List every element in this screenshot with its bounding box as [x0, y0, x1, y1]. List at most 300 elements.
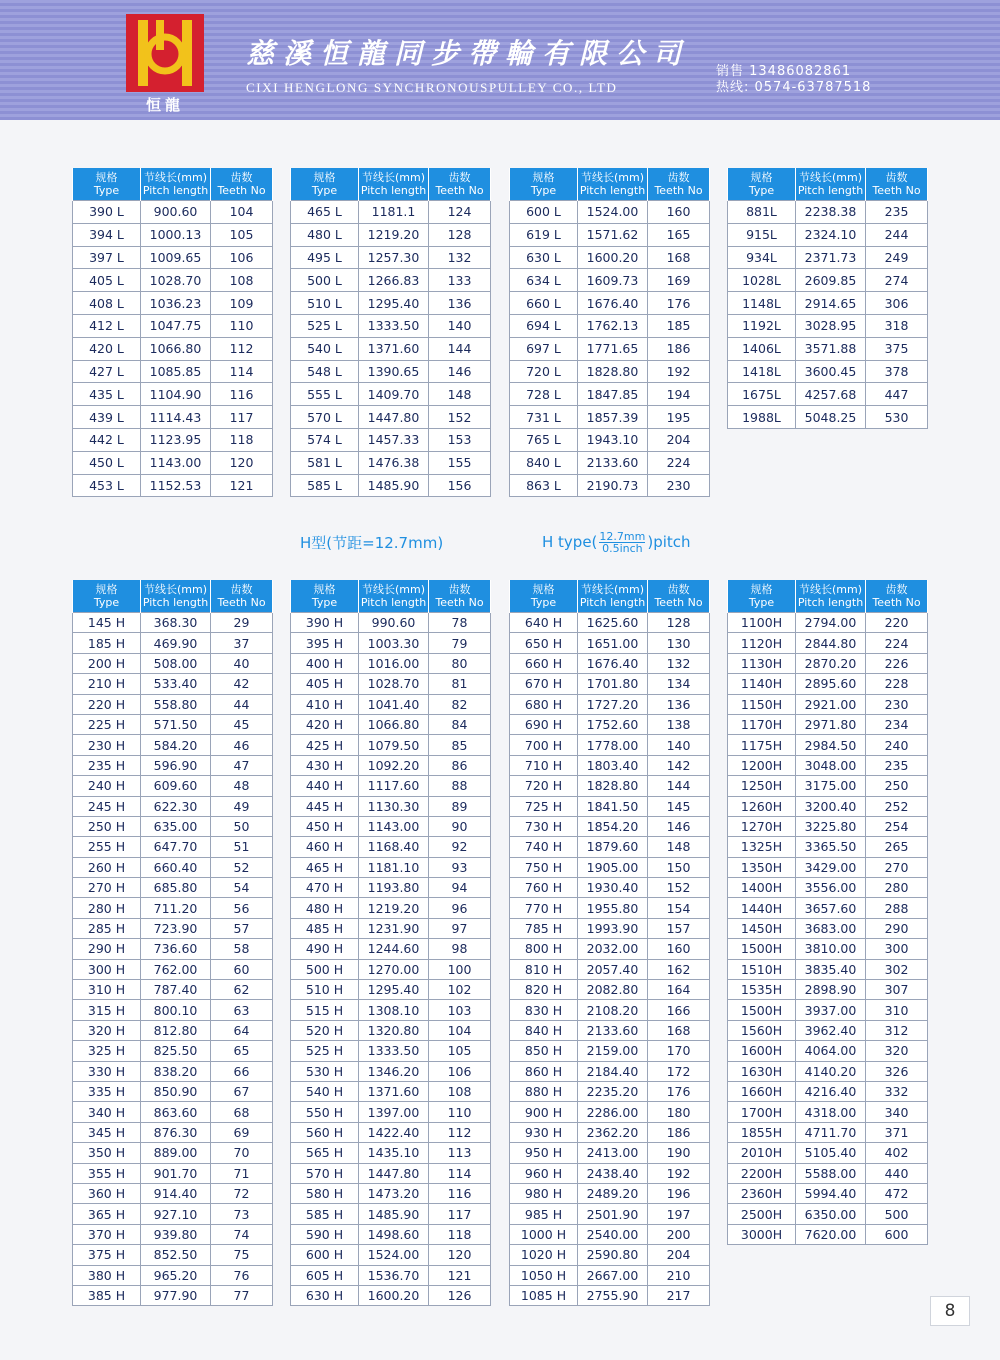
type-cell: 2500H [728, 1204, 796, 1224]
pitch-length-cell: 647.70 [141, 837, 211, 857]
type-header [728, 168, 796, 201]
teeth-no-cell: 73 [211, 1204, 273, 1224]
type-cell: 800 H [510, 939, 578, 959]
teeth-no-cell: 144 [648, 776, 710, 796]
table-row [728, 337, 928, 360]
table-row [728, 878, 928, 898]
table-row [291, 796, 491, 816]
pitch-length-cell: 800.10 [141, 1000, 211, 1020]
teeth-no-cell: 128 [429, 223, 491, 246]
teeth-no-cell: 124 [429, 201, 491, 224]
table-row [728, 633, 928, 653]
teeth-no-cell: 140 [429, 314, 491, 337]
teeth-no-cell: 197 [648, 1204, 710, 1224]
type-cell: 881L [728, 201, 796, 224]
pitch-length-cell: 1181.10 [359, 857, 429, 877]
table-row [291, 406, 491, 429]
type-cell: 1170H [728, 714, 796, 734]
teeth-no-cell: 220 [866, 613, 928, 633]
h-tables-1 [72, 580, 273, 1306]
pitch-length-cell: 1003.30 [359, 633, 429, 653]
pitch-length-header-en: Pitch length [797, 596, 864, 609]
teeth-no-cell: 100 [429, 959, 491, 979]
pitch-length-cell: 2438.40 [578, 1163, 648, 1183]
teeth-no-header-cn: 齿数 [885, 583, 908, 596]
pitch-length-cell: 2324.10 [796, 223, 866, 246]
table-row [510, 314, 710, 337]
teeth-no-cell: 326 [866, 1061, 928, 1081]
type-cell: 1085 H [510, 1285, 578, 1305]
table-row [73, 1020, 273, 1040]
pitch-length-cell: 2235.20 [578, 1081, 648, 1101]
pitch-length-header [141, 168, 211, 201]
pitch-length-cell: 2971.80 [796, 714, 866, 734]
teeth-no-cell: 47 [211, 755, 273, 775]
pitch-fraction [599, 531, 645, 554]
pitch-length-cell: 1085.85 [141, 360, 211, 383]
table-header-row [510, 580, 710, 613]
pitch-length-cell: 2082.80 [578, 980, 648, 1000]
type-cell: 1050 H [510, 1265, 578, 1285]
type-cell: 394 L [73, 223, 141, 246]
pitch-length-cell: 1771.65 [578, 337, 648, 360]
page-number: 8 [930, 1296, 970, 1326]
type-cell: 1855H [728, 1122, 796, 1142]
teeth-no-cell: 472 [866, 1183, 928, 1203]
pitch-length-cell: 2032.00 [578, 939, 648, 959]
pitch-length-cell: 1219.20 [359, 898, 429, 918]
type-cell: 670 H [510, 674, 578, 694]
table-row [728, 1102, 928, 1122]
type-cell: 485 H [291, 918, 359, 938]
teeth-no-cell: 97 [429, 918, 491, 938]
pitch-length-cell: 1447.80 [359, 406, 429, 429]
pitch-length-cell: 1152.53 [141, 474, 211, 497]
type-header [291, 168, 359, 201]
type-header [510, 580, 578, 613]
type-header-en: Type [311, 596, 338, 609]
teeth-no-cell: 120 [429, 1245, 491, 1265]
pitch-length-cell: 990.60 [359, 613, 429, 633]
type-cell: 235 H [73, 755, 141, 775]
pitch-length-cell: 1066.80 [141, 337, 211, 360]
teeth-no-cell: 185 [648, 314, 710, 337]
type-cell: 950 H [510, 1143, 578, 1163]
teeth-no-cell: 157 [648, 918, 710, 938]
teeth-no-cell: 224 [648, 451, 710, 474]
table-row [291, 223, 491, 246]
pitch-length-header [359, 580, 429, 613]
type-cell: 915L [728, 223, 796, 246]
type-header-en: Type [530, 184, 557, 197]
teeth-no-cell: 105 [211, 223, 273, 246]
table-row [510, 1285, 710, 1305]
table-row [73, 314, 273, 337]
type-cell: 435 L [73, 383, 141, 406]
pitch-length-cell: 1079.50 [359, 735, 429, 755]
teeth-no-cell: 265 [866, 837, 928, 857]
teeth-no-cell: 194 [648, 383, 710, 406]
type-cell: 3000H [728, 1224, 796, 1244]
type-cell: 525 H [291, 1041, 359, 1061]
pitch-length-cell: 2609.85 [796, 269, 866, 292]
type-header-cn: 规格 [95, 583, 118, 596]
table-row [73, 918, 273, 938]
teeth-no-cell: 160 [648, 201, 710, 224]
pitch-length-cell: 3937.00 [796, 1000, 866, 1020]
teeth-no-cell: 71 [211, 1163, 273, 1183]
pitch-length-cell: 469.90 [141, 633, 211, 653]
type-cell: 985 H [510, 1204, 578, 1224]
teeth-no-cell: 228 [866, 674, 928, 694]
pitch-length-cell: 1473.20 [359, 1183, 429, 1203]
type-cell: 280 H [73, 898, 141, 918]
teeth-no-cell: 56 [211, 898, 273, 918]
teeth-no-cell: 44 [211, 694, 273, 714]
table-header-row [73, 580, 273, 613]
type-cell: 574 L [291, 428, 359, 451]
pitch-length-header-en: Pitch length [360, 596, 427, 609]
type-cell: 1500H [728, 939, 796, 959]
type-cell: 728 L [510, 383, 578, 406]
pitch-length-cell: 914.40 [141, 1183, 211, 1203]
type-cell: 830 H [510, 1000, 578, 1020]
pitch-length-cell: 838.20 [141, 1061, 211, 1081]
type-cell: 880 H [510, 1081, 578, 1101]
table-row [728, 383, 928, 406]
table-row [291, 1224, 491, 1244]
teeth-no-cell: 54 [211, 878, 273, 898]
pitch-length-cell: 3365.50 [796, 837, 866, 857]
table-row [73, 1163, 273, 1183]
pitch-length-cell: 3556.00 [796, 878, 866, 898]
table-row [510, 1245, 710, 1265]
table-row [73, 939, 273, 959]
pitch-fraction-mm: 12.7mm [599, 530, 646, 543]
type-cell: 453 L [73, 474, 141, 497]
type-cell: 450 H [291, 816, 359, 836]
pitch-length-cell: 1457.33 [359, 428, 429, 451]
type-cell: 850 H [510, 1041, 578, 1061]
type-cell: 515 H [291, 1000, 359, 1020]
teeth-no-cell: 402 [866, 1143, 928, 1163]
table-row [510, 633, 710, 653]
pitch-length-cell: 850.90 [141, 1081, 211, 1101]
type-cell: 1192L [728, 314, 796, 337]
type-cell: 250 H [73, 816, 141, 836]
table-row [291, 1245, 491, 1265]
teeth-no-cell: 500 [866, 1204, 928, 1224]
table-row [291, 269, 491, 292]
type-cell: 1600H [728, 1041, 796, 1061]
table-row [73, 1143, 273, 1163]
table-row [510, 796, 710, 816]
logo-mark [126, 14, 204, 92]
type-cell: 720 H [510, 776, 578, 796]
pitch-length-cell: 2238.38 [796, 201, 866, 224]
teeth-no-cell: 148 [648, 837, 710, 857]
table-row [73, 633, 273, 653]
type-cell: 255 H [73, 837, 141, 857]
pitch-length-cell: 2667.00 [578, 1265, 648, 1285]
table-row [73, 755, 273, 775]
type-cell: 410 H [291, 694, 359, 714]
teeth-no-cell: 254 [866, 816, 928, 836]
table-row [291, 959, 491, 979]
teeth-no-cell: 66 [211, 1061, 273, 1081]
teeth-no-cell: 105 [429, 1041, 491, 1061]
pitch-length-cell: 2286.00 [578, 1102, 648, 1122]
table-row [73, 1000, 273, 1020]
table-row [73, 1041, 273, 1061]
table-row [73, 857, 273, 877]
table-row [510, 837, 710, 857]
type-cell: 440 H [291, 776, 359, 796]
pitch-length-cell: 1905.00 [578, 857, 648, 877]
table-row [728, 714, 928, 734]
teeth-no-header-en: Teeth No [872, 184, 921, 197]
pitch-length-header-en: Pitch length [142, 596, 209, 609]
pitch-length-cell: 1123.95 [141, 428, 211, 451]
table-row [73, 653, 273, 673]
table-row [73, 714, 273, 734]
teeth-no-cell: 252 [866, 796, 928, 816]
teeth-no-cell: 84 [429, 714, 491, 734]
pitch-length-cell: 3175.00 [796, 776, 866, 796]
type-cell: 730 H [510, 816, 578, 836]
pitch-length-cell: 1841.50 [578, 796, 648, 816]
table-row [510, 735, 710, 755]
teeth-no-cell: 150 [648, 857, 710, 877]
teeth-no-header-cn: 齿数 [230, 171, 253, 184]
table-header-row [73, 168, 273, 201]
table-row [728, 1224, 928, 1244]
type-header-en: Type [311, 184, 338, 197]
type-cell: 340 H [73, 1102, 141, 1122]
table-row [728, 1122, 928, 1142]
type-header [728, 580, 796, 613]
teeth-no-cell: 176 [648, 1081, 710, 1101]
pitch-length-cell: 2914.65 [796, 292, 866, 315]
type-cell: 500 H [291, 959, 359, 979]
pitch-length-cell: 901.70 [141, 1163, 211, 1183]
table-row [728, 314, 928, 337]
teeth-no-cell: 104 [211, 201, 273, 224]
pitch-length-cell: 1047.75 [141, 314, 211, 337]
type-cell: 510 H [291, 980, 359, 1000]
pitch-length-cell: 1168.40 [359, 837, 429, 857]
table-row [291, 360, 491, 383]
teeth-no-cell: 250 [866, 776, 928, 796]
table-row [73, 1122, 273, 1142]
table-row [73, 337, 273, 360]
teeth-no-cell: 192 [648, 1163, 710, 1183]
teeth-no-cell: 132 [648, 653, 710, 673]
type-cell: 1700H [728, 1102, 796, 1122]
teeth-no-cell: 118 [211, 428, 273, 451]
type-cell: 325 H [73, 1041, 141, 1061]
type-cell: 240 H [73, 776, 141, 796]
h-tables-2 [290, 580, 491, 1306]
type-cell: 765 L [510, 428, 578, 451]
table-row [73, 816, 273, 836]
teeth-no-header-cn: 齿数 [885, 171, 908, 184]
type-cell: 525 L [291, 314, 359, 337]
teeth-no-cell: 45 [211, 714, 273, 734]
teeth-no-cell: 65 [211, 1041, 273, 1061]
pitch-length-cell: 2159.00 [578, 1041, 648, 1061]
teeth-no-header [211, 580, 273, 613]
table-row [73, 1245, 273, 1265]
type-cell: 934L [728, 246, 796, 269]
type-cell: 450 L [73, 451, 141, 474]
l-tables-2 [290, 168, 491, 497]
h-tables-3 [509, 580, 710, 1306]
type-cell: 360 H [73, 1183, 141, 1203]
teeth-no-cell: 80 [429, 653, 491, 673]
type-cell: 600 H [291, 1245, 359, 1265]
teeth-no-cell: 49 [211, 796, 273, 816]
pitch-length-cell: 1117.60 [359, 776, 429, 796]
pitch-length-cell: 1104.90 [141, 383, 211, 406]
table-row [73, 674, 273, 694]
type-cell: 495 L [291, 246, 359, 269]
pitch-length-header [578, 168, 648, 201]
teeth-no-header-cn: 齿数 [230, 583, 253, 596]
pitch-length-cell: 1828.80 [578, 776, 648, 796]
table-row [73, 1224, 273, 1244]
type-cell: 1028L [728, 269, 796, 292]
table-row [510, 474, 710, 497]
pitch-length-cell: 1701.80 [578, 674, 648, 694]
teeth-no-cell: 94 [429, 878, 491, 898]
table-row [291, 755, 491, 775]
pitch-length-cell: 1485.90 [359, 474, 429, 497]
pitch-length-header [796, 168, 866, 201]
teeth-no-header [429, 580, 491, 613]
pitch-length-cell: 2489.20 [578, 1183, 648, 1203]
teeth-no-cell: 128 [648, 613, 710, 633]
table-row [728, 959, 928, 979]
table-row [510, 1265, 710, 1285]
pitch-length-cell: 368.30 [141, 613, 211, 633]
pitch-length-cell: 1092.20 [359, 755, 429, 775]
type-cell: 260 H [73, 857, 141, 877]
type-cell: 427 L [73, 360, 141, 383]
teeth-no-cell: 74 [211, 1224, 273, 1244]
type-cell: 245 H [73, 796, 141, 816]
teeth-no-cell: 160 [648, 939, 710, 959]
teeth-no-cell: 168 [648, 246, 710, 269]
table-row [728, 837, 928, 857]
type-cell: 1560H [728, 1020, 796, 1040]
teeth-no-cell: 168 [648, 1020, 710, 1040]
pitch-length-cell: 889.00 [141, 1143, 211, 1163]
pitch-length-cell: 3225.80 [796, 816, 866, 836]
teeth-no-cell: 235 [866, 201, 928, 224]
pitch-length-header-cn: 节线长(mm) [798, 583, 862, 596]
teeth-no-cell: 104 [429, 1020, 491, 1040]
pitch-length-cell: 1993.90 [578, 918, 648, 938]
type-header [73, 580, 141, 613]
pitch-length-cell: 3600.45 [796, 360, 866, 383]
pitch-length-cell: 1955.80 [578, 898, 648, 918]
teeth-no-cell: 108 [429, 1081, 491, 1101]
type-cell: 1325H [728, 837, 796, 857]
table-row [291, 694, 491, 714]
pitch-length-cell: 1041.40 [359, 694, 429, 714]
teeth-no-header [211, 168, 273, 201]
table-row [73, 246, 273, 269]
table-row [291, 837, 491, 857]
teeth-no-header [429, 168, 491, 201]
type-cell: 335 H [73, 1081, 141, 1101]
pitch-length-cell: 723.90 [141, 918, 211, 938]
table-row [291, 451, 491, 474]
pitch-length-cell: 4064.00 [796, 1041, 866, 1061]
table-row [510, 878, 710, 898]
type-cell: 500 L [291, 269, 359, 292]
pitch-length-header-en: Pitch length [579, 596, 646, 609]
teeth-no-cell: 180 [648, 1102, 710, 1122]
table-row [73, 406, 273, 429]
type-cell: 580 H [291, 1183, 359, 1203]
table-row [291, 474, 491, 497]
table-row [510, 816, 710, 836]
teeth-no-cell: 172 [648, 1061, 710, 1081]
teeth-no-cell: 200 [648, 1224, 710, 1244]
table-row [510, 755, 710, 775]
type-cell: 570 L [291, 406, 359, 429]
pitch-length-cell: 1181.1 [359, 201, 429, 224]
teeth-no-cell: 142 [648, 755, 710, 775]
teeth-no-cell: 93 [429, 857, 491, 877]
type-cell: 694 L [510, 314, 578, 337]
teeth-no-cell: 332 [866, 1081, 928, 1101]
teeth-no-cell: 112 [429, 1122, 491, 1142]
teeth-no-cell: 226 [866, 653, 928, 673]
pitch-length-cell: 1066.80 [359, 714, 429, 734]
type-cell: 1675L [728, 383, 796, 406]
type-cell: 581 L [291, 451, 359, 474]
teeth-no-cell: 152 [648, 878, 710, 898]
teeth-no-header-en: Teeth No [435, 184, 484, 197]
table-row [291, 1000, 491, 1020]
pitch-length-cell: 584.20 [141, 735, 211, 755]
pitch-length-header [796, 580, 866, 613]
type-cell: 1450H [728, 918, 796, 938]
pitch-length-cell: 1114.43 [141, 406, 211, 429]
type-cell: 565 H [291, 1143, 359, 1163]
table-row [73, 613, 273, 633]
type-cell: 375 H [73, 1245, 141, 1265]
type-cell: 350 H [73, 1143, 141, 1163]
pitch-length-cell: 1016.00 [359, 653, 429, 673]
type-cell: 430 H [291, 755, 359, 775]
pitch-length-cell: 1231.90 [359, 918, 429, 938]
type-cell: 720 L [510, 360, 578, 383]
type-header [510, 168, 578, 201]
type-cell: 185 H [73, 633, 141, 653]
table-row [510, 383, 710, 406]
pitch-length-cell: 1009.65 [141, 246, 211, 269]
pitch-length-cell: 1854.20 [578, 816, 648, 836]
pitch-length-cell: 1244.60 [359, 939, 429, 959]
pitch-length-cell: 1219.20 [359, 223, 429, 246]
pitch-length-cell: 1524.00 [359, 1245, 429, 1265]
pitch-length-header-cn: 节线长(mm) [143, 583, 207, 596]
teeth-no-cell: 57 [211, 918, 273, 938]
